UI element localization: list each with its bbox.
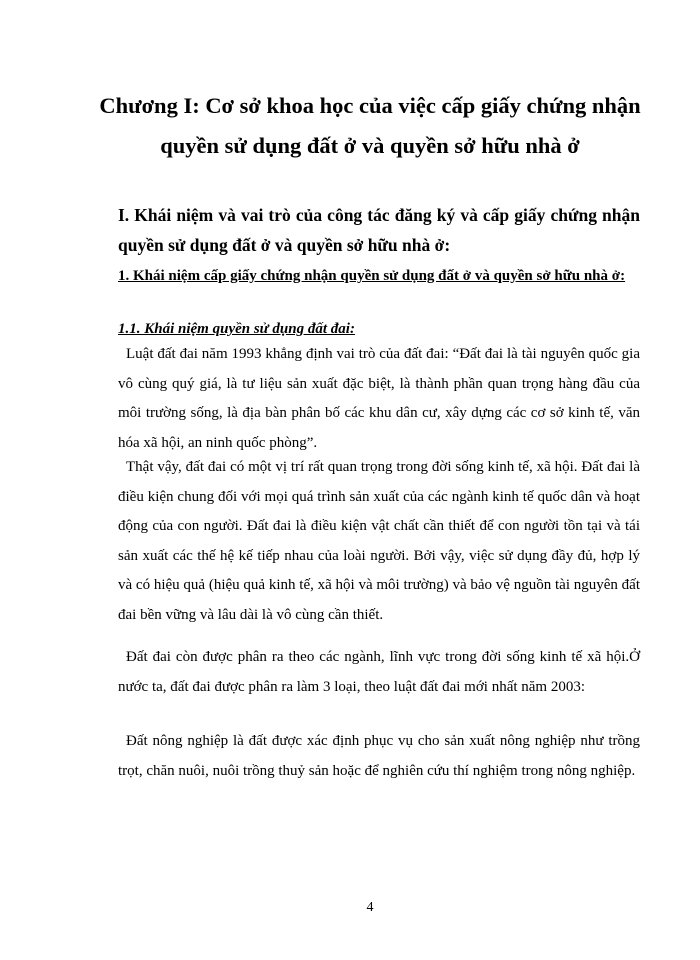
subsubsection-heading: 1.1. Khái niệm quyền sử dụng đất đai:	[118, 321, 355, 337]
subsection-heading: 1. Khái niệm cấp giấy chứng nhận quyền sử dụng đất ở và quyền sở hữu nhà ở:	[118, 268, 626, 284]
chapter-title: Chương I: Cơ sở khoa học của việc cấp giấy chứng nhận quyền sử dụng đất ở và quyền sở hữu nhà ở	[99, 93, 641, 158]
paragraph-land-classification: Đất đai còn được phân ra theo các ngành, lĩnh vực trong đời sống kinh tế xã hội.Ở nước ta, đất đai được phân ra làm 3 loại, theo luật đất đai mới nhất năm 2003:	[118, 649, 640, 695]
paragraph-land-importance: Thật vậy, đất đai có một vị trí rất quan trọng trong đời sống kinh tế, xã hội. Đất đai là điều kiện chung đối với mọi quá trình sản xuất của các ngành kinh tế quốc dân và hoạt động của con người. Đất đai là điều kiện vật chất cần thiết để con người tồn tại và tái sản xuất các thế hệ kế tiếp nhau của loài người. Bởi vậy, việc sử dụng đầy đủ, hợp lý và có hiệu quả (hiệu quả kinh tế, xã hội và môi trường) và bảo vệ nguồn tài nguyên đất đai bền vững và lâu dài là vô cùng cần thiết.	[118, 459, 640, 623]
paragraph-agricultural-land: Đất nông nghiệp là đất được xác định phục vụ cho sản xuất nông nghiệp như trồng trọt, chăn nuôi, nuôi trồng thuỷ sản hoặc để nghiên cứu thí nghiệm trong nông nghiệp.	[118, 733, 640, 779]
page-number: 4	[366, 900, 374, 915]
paragraph-land-law: Luật đất đai năm 1993 khẳng định vai trò của đất đai: “Đất đai là tài nguyên quốc gia vô cùng quý giá, là tư liệu sản xuất đặc biệt, là thành phần quan trọng hàng đầu của môi trường sống, là địa bàn phân bố các khu dân cư, xây dựng các cơ sở kinh tế, văn hóa xã hội, an ninh quốc phòng”.	[118, 346, 640, 451]
section-heading: I. Khái niệm và vai trò của công tác đăng ký và cấp giấy chứng nhận quyền sử dụng đất ở và quyền sở hữu nhà ở:	[118, 205, 640, 255]
